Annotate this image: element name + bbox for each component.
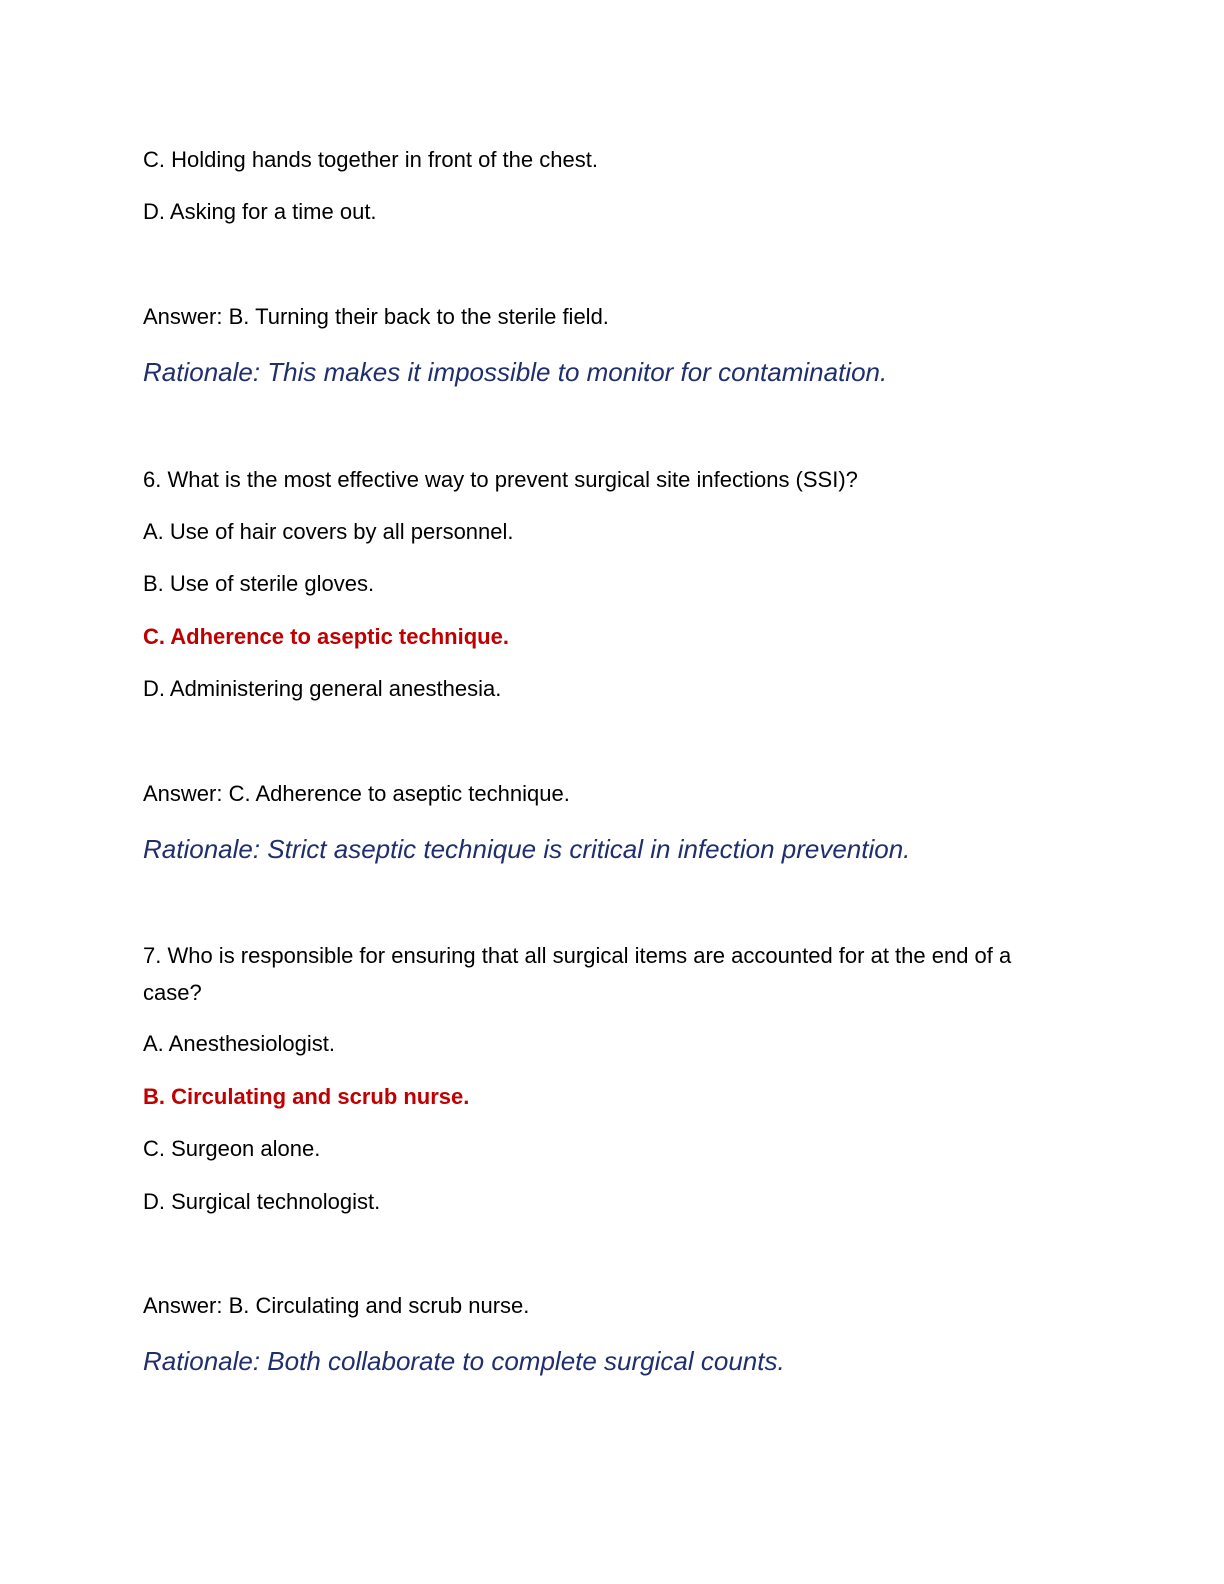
- q5-answer-text: Turning their back to the sterile field.: [249, 304, 609, 329]
- q5-option-d: D. Asking for a time out.: [143, 199, 377, 224]
- q7-option-c: C. Surgeon alone.: [143, 1136, 321, 1161]
- q7-option-d: D. Surgical technologist.: [143, 1189, 381, 1214]
- q6-option-b: B. Use of sterile gloves.: [143, 571, 375, 596]
- q7-answer: Answer: B. Circulating and scrub nurse.: [143, 1293, 530, 1318]
- q5-answer-letter: B.: [228, 304, 250, 329]
- q6-question: 6. What is the most effective way to prevent surgical site infections (SSI)?: [143, 467, 858, 492]
- q5-option-c: C. Holding hands together in front of the chest.: [143, 147, 598, 172]
- q6-option-c-correct: C. Adherence to aseptic technique.: [143, 624, 509, 649]
- q5-rationale: Rationale: This makes it impossible to monitor for contamination.: [143, 357, 888, 387]
- q7-rationale: Rationale: Both collaborate to complete surgical counts.: [143, 1346, 785, 1376]
- q7-option-b-correct: B. Circulating and scrub nurse.: [143, 1084, 470, 1109]
- q7-question: 7. Who is responsible for ensuring that all surgical items are accounted for at the end of a case?: [143, 943, 1012, 1005]
- q6-rationale: Rationale: Strict aseptic technique is critical in infection prevention.: [143, 834, 911, 864]
- q5-answer-prefix: Answer:: [143, 304, 229, 329]
- q6-answer: Answer: C. Adherence to aseptic technique.: [143, 781, 570, 806]
- q7-option-a: A. Anesthesiologist.: [143, 1031, 336, 1056]
- q5-answer: [143, 304, 609, 330]
- q6-option-a: A. Use of hair covers by all personnel.: [143, 519, 514, 544]
- q6-option-d: D. Administering general anesthesia.: [143, 676, 502, 701]
